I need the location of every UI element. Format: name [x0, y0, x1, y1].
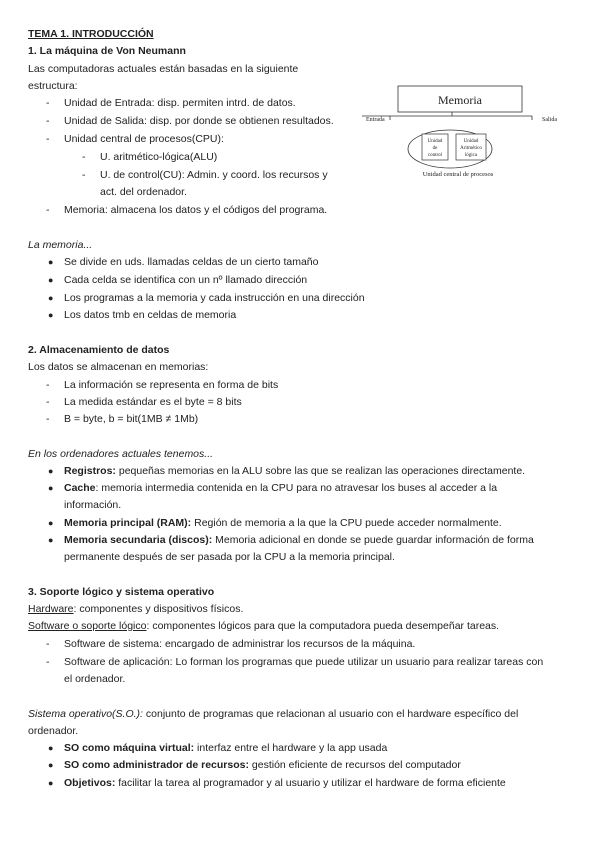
list-item: La medida estándar es el byte = 8 bits — [64, 396, 242, 408]
section-3-heading: 3. Soporte lógico y sistema operativo — [28, 586, 215, 598]
list-item: Software de sistema: encargado de administrar los recursos de la máquina. — [64, 638, 416, 650]
term: Sistema operativo(S.O.): — [28, 708, 143, 720]
dash-marker: - — [46, 204, 50, 216]
list-item-cont: permanente después de ser pasada por la CPU a la memoria principal. — [64, 551, 395, 563]
bullet-marker: ● — [48, 743, 54, 753]
list-item: U. aritmético-lógica(ALU) — [100, 151, 218, 163]
list-item: Cada celda se identifica con un nº llamado dirección — [64, 274, 308, 286]
memory-lead: La memoria... — [28, 239, 93, 251]
bullet-marker: ● — [48, 518, 54, 528]
definition: Memoria adicional en donde se puede guardar información de forma — [212, 534, 534, 546]
section-1-intro-cont: estructura: — [28, 80, 78, 92]
bullet-marker: ● — [48, 310, 54, 320]
dash-marker: - — [82, 169, 86, 181]
input-label: Entrada — [366, 117, 385, 123]
dash-marker: - — [46, 413, 50, 425]
section-2-intro: Los datos se almacenan en memorias: — [28, 361, 209, 373]
definition: : memoria intermedia contenida en la CPU para no atravesar los buses al acceder a la — [95, 482, 498, 494]
definition: : componentes y dispositivos físicos. — [73, 603, 244, 615]
list-item: Memoria: almacena los datos y el códigos del programa. — [64, 204, 328, 216]
list-item — [64, 464, 525, 478]
list-item: Unidad central de procesos(CPU): — [64, 133, 224, 145]
dash-marker: - — [82, 151, 86, 163]
term: Memoria principal (RAM): — [64, 517, 192, 529]
alu-label: Aritmético — [460, 146, 482, 151]
term: Memoria secundaria (discos): — [64, 534, 213, 546]
section-1-intro: Las computadoras actuales están basadas en la siguiente — [28, 63, 299, 75]
term: Software o soporte lógico — [28, 620, 147, 632]
bullet-marker: ● — [48, 535, 54, 545]
definition: interfaz entre el hardware y la app usada — [194, 742, 388, 754]
list-item: U. de control(CU): Admin. y coord. los recursos y — [100, 169, 328, 181]
list-item — [64, 533, 534, 547]
bullet-marker: ● — [48, 293, 54, 303]
list-item: Software de aplicación: Lo forman los programas que puede utilizar un usuario para realizar tareas con — [64, 656, 544, 668]
control-unit-label: Unidad — [427, 139, 443, 144]
memory-label: Memoria — [438, 93, 482, 107]
list-item: Los programas a la memoria y cada instrucción en una dirección — [64, 292, 365, 304]
list-item — [64, 741, 387, 755]
bullet-marker: ● — [48, 257, 54, 267]
topic-title: TEMA 1. INTRODUCCIÓN — [28, 28, 154, 40]
term: SO como máquina virtual: — [64, 742, 195, 754]
definition: Región de memoria a la que la CPU puede acceder normalmente. — [191, 517, 502, 529]
term: Objetivos: — [64, 777, 116, 789]
bullet-marker: ● — [48, 483, 54, 493]
dash-marker: - — [46, 115, 50, 127]
section-2-heading: 2. Almacenamiento de datos — [28, 344, 170, 356]
definition: conjunto de programas que relacionan al usuario con el hardware específico del — [142, 708, 519, 720]
term: SO como administrador de recursos: — [64, 759, 249, 771]
output-label: Salida — [542, 117, 557, 123]
list-item: Unidad de Salida: disp. por donde se obtienen resultados. — [64, 115, 334, 127]
definition: pequeñas memorias en la ALU sobre las que se realizan las operaciones directamente. — [115, 465, 526, 477]
definition: : componentes lógicos para que la computadora pueda desempeñar tareas. — [146, 620, 500, 632]
definition: gestión eficiente de recursos del computador — [248, 759, 461, 771]
os-definition — [28, 707, 518, 721]
von-neumann-diagram — [362, 84, 572, 180]
alu-label: Unidad — [463, 139, 479, 144]
list-item: Unidad de Entrada: disp. permiten intrd. de datos. — [64, 97, 296, 109]
bullet-marker: ● — [48, 275, 54, 285]
list-item: La información se representa en forma de bits — [64, 379, 279, 391]
os-definition-cont: ordenador. — [28, 725, 79, 737]
list-item: Los datos tmb en celdas de memoria — [64, 309, 237, 321]
list-item: Se divide en uds. llamadas celdas de un cierto tamaño — [64, 256, 319, 268]
list-item — [64, 758, 461, 772]
list-item — [64, 516, 502, 530]
dash-marker: - — [46, 656, 50, 668]
list-item-cont: información. — [64, 499, 122, 511]
term: Cache — [64, 482, 96, 494]
control-unit-label: control — [427, 153, 443, 158]
software-definition — [28, 619, 499, 633]
hardware-definition — [28, 602, 243, 616]
list-item: B = byte, b = bit(1MB ≠ 1Mb) — [64, 413, 199, 425]
list-item-cont: el ordenador. — [64, 673, 126, 685]
section-1-heading: 1. La máquina de Von Neumann — [28, 45, 186, 57]
current-computers-lead: En los ordenadores actuales tenemos... — [28, 448, 214, 460]
alu-label: lógica — [464, 153, 478, 158]
list-item-cont: act. del ordenador. — [100, 186, 187, 198]
dash-marker: - — [46, 379, 50, 391]
dash-marker: - — [46, 97, 50, 109]
dash-marker: - — [46, 638, 50, 650]
control-unit-label: de — [432, 146, 438, 151]
bullet-marker: ● — [48, 778, 54, 788]
bullet-marker: ● — [48, 466, 54, 476]
definition: facilitar la tarea al programador y al usuario y utilizar el hardware de forma eficiente — [115, 777, 506, 789]
list-item — [64, 776, 506, 790]
list-item — [64, 481, 497, 495]
dash-marker: - — [46, 396, 50, 408]
term: Registros: — [64, 465, 116, 477]
dash-marker: - — [46, 133, 50, 145]
bullet-marker: ● — [48, 760, 54, 770]
cpu-caption: Unidad central de procesos — [422, 171, 494, 178]
term: Hardware — [28, 603, 74, 615]
